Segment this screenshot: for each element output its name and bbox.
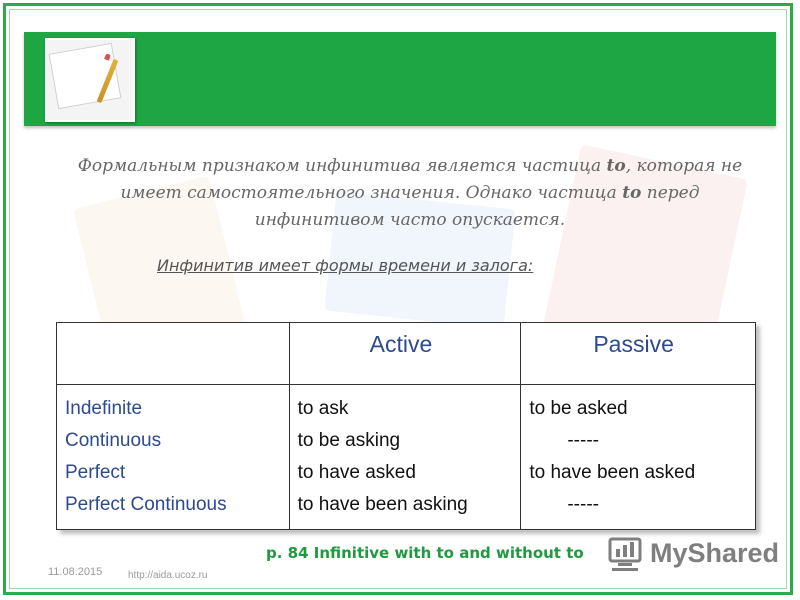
table-header-row [57,323,756,385]
aspect-label: Perfect [65,462,126,483]
passive-form: to be asked [529,398,628,419]
intro-paragraph [70,153,750,234]
passive-form-empty: ----- [567,430,599,451]
myshared-logo-icon [606,536,646,574]
source-url[interactable]: http://aida.ucoz.ru [128,570,208,581]
table-body-row [57,385,756,530]
active-form: to ask [297,398,349,419]
passive-form: to have been asked [529,462,696,483]
active-form: to have been asking [297,494,468,515]
aspects-cell [57,385,290,530]
aspect-label: Perfect Continuous [65,494,227,515]
paragraph-text: , которая не имеет самостоятельного значения. Однако частица [120,156,743,203]
paragraph-text: Формальным признаком инфинитива является частица [77,156,607,176]
paper-pencil-photo-icon [45,38,135,122]
table-subtitle: Инфинитив имеет формы времени и залога: [157,256,534,275]
footer-reference: p. 84 Infinitive with to and without to [266,544,584,562]
aspect-label: Indefinite [65,398,143,419]
passive-form-empty: ----- [567,494,599,515]
active-form: to be asking [297,430,401,451]
particle-to: to [622,183,642,203]
infinitive-forms-table [56,322,756,530]
header-banner [24,32,776,126]
active-form: to have asked [297,462,416,483]
slide-date: 11.08.2015 [48,566,103,578]
particle-to: to [606,156,626,176]
myshared-logo[interactable] [606,536,780,574]
active-forms-cell [289,385,521,530]
passive-forms-cell [521,385,756,530]
paragraph-text: перед инфинитивом часто опускается. [254,183,700,230]
header-passive: Passive [521,323,756,385]
header-empty [57,323,290,385]
aspect-label: Continuous [65,430,162,451]
header-active: Active [289,323,521,385]
logo-text: MyShared [650,538,780,568]
